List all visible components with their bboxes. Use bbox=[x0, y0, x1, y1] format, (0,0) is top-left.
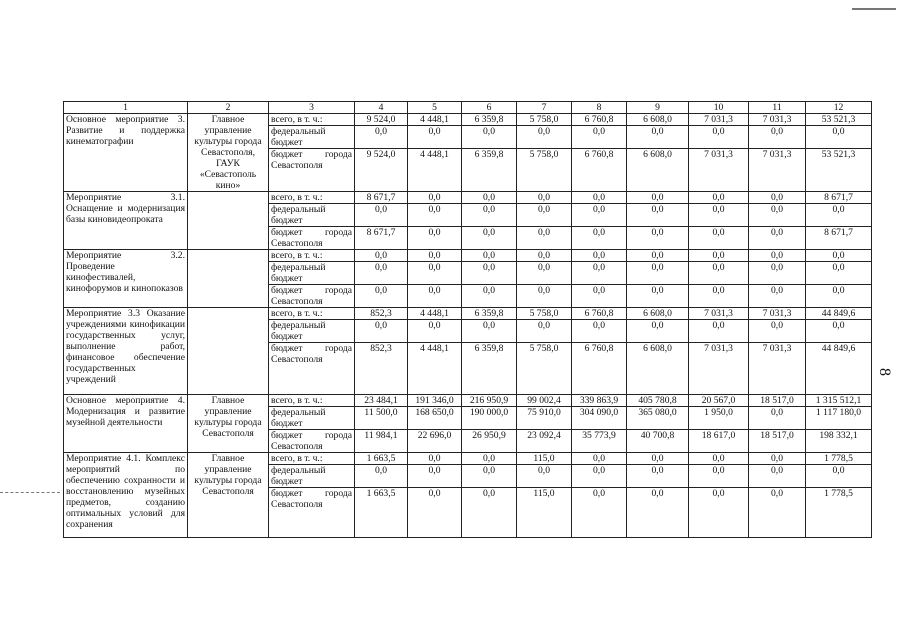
amount-cell: 0,0 bbox=[408, 320, 462, 343]
amount-cell: 0,0 bbox=[627, 227, 689, 250]
activity-name: Мероприятие 3.2. Проведение кинофестивалей, кинофорумов и кинопоказов bbox=[64, 250, 188, 308]
amount-cell: 0,0 bbox=[355, 204, 408, 227]
amount-cell: 8 671,7 bbox=[355, 192, 408, 204]
amount-cell: 0,0 bbox=[355, 320, 408, 343]
amount-cell: 0,0 bbox=[689, 204, 749, 227]
amount-cell: 99 002,4 bbox=[517, 395, 572, 407]
executor: Главное управление культуры города Севастополя bbox=[188, 453, 269, 538]
funding-source: федеральный бюджет bbox=[269, 204, 355, 227]
amount-cell: 198 332,1 bbox=[806, 430, 872, 453]
amount-cell: 75 910,0 bbox=[517, 407, 572, 430]
amount-cell: 7 031,3 bbox=[689, 149, 749, 192]
amount-cell: 216 950,9 bbox=[462, 395, 517, 407]
amount-cell: 0,0 bbox=[517, 262, 572, 285]
funding-source: федеральный бюджет bbox=[269, 465, 355, 488]
amount-cell: 191 346,0 bbox=[408, 395, 462, 407]
amount-cell: 6 608,0 bbox=[627, 114, 689, 126]
amount-cell: 0,0 bbox=[806, 126, 872, 149]
amount-cell: 304 090,0 bbox=[572, 407, 627, 430]
amount-cell: 0,0 bbox=[572, 227, 627, 250]
amount-cell: 115,0 bbox=[517, 488, 572, 538]
amount-cell: 0,0 bbox=[806, 320, 872, 343]
amount-cell: 0,0 bbox=[572, 126, 627, 149]
table-row bbox=[64, 192, 872, 204]
amount-cell: 7 031,3 bbox=[689, 308, 749, 320]
column-header: 3 bbox=[269, 102, 355, 114]
amount-cell: 0,0 bbox=[627, 285, 689, 308]
budget-table bbox=[63, 101, 872, 538]
table-row bbox=[64, 453, 872, 465]
amount-cell: 0,0 bbox=[749, 204, 806, 227]
amount-cell: 0,0 bbox=[689, 227, 749, 250]
amount-cell: 0,0 bbox=[462, 227, 517, 250]
funding-source: бюджет города Севастополя bbox=[269, 488, 355, 538]
amount-cell: 0,0 bbox=[462, 320, 517, 343]
amount-cell: 0,0 bbox=[627, 465, 689, 488]
amount-cell: 0,0 bbox=[627, 192, 689, 204]
funding-source: бюджет города Севастополя bbox=[269, 343, 355, 395]
amount-cell: 23 484,1 bbox=[355, 395, 408, 407]
amount-cell: 0,0 bbox=[408, 227, 462, 250]
amount-cell: 6 359,8 bbox=[462, 343, 517, 395]
amount-cell: 1 950,0 bbox=[689, 407, 749, 430]
amount-cell: 0,0 bbox=[517, 192, 572, 204]
amount-cell: 0,0 bbox=[627, 126, 689, 149]
funding-source: всего, в т. ч.: bbox=[269, 308, 355, 320]
amount-cell: 0,0 bbox=[749, 453, 806, 465]
amount-cell: 0,0 bbox=[689, 126, 749, 149]
amount-cell: 0,0 bbox=[627, 204, 689, 227]
funding-source: бюджет города Севастополя bbox=[269, 149, 355, 192]
column-header: 7 bbox=[517, 102, 572, 114]
amount-cell: 365 080,0 bbox=[627, 407, 689, 430]
header-row bbox=[64, 102, 872, 114]
amount-cell: 35 773,9 bbox=[572, 430, 627, 453]
amount-cell: 0,0 bbox=[355, 126, 408, 149]
funding-source: федеральный бюджет bbox=[269, 262, 355, 285]
amount-cell: 8 671,7 bbox=[355, 227, 408, 250]
amount-cell: 4 448,1 bbox=[408, 343, 462, 395]
amount-cell: 0,0 bbox=[806, 250, 872, 262]
amount-cell: 0,0 bbox=[749, 285, 806, 308]
amount-cell: 22 696,0 bbox=[408, 430, 462, 453]
amount-cell: 0,0 bbox=[408, 250, 462, 262]
amount-cell: 0,0 bbox=[355, 250, 408, 262]
amount-cell: 1 315 512,1 bbox=[806, 395, 872, 407]
amount-cell: 18 517,0 bbox=[749, 395, 806, 407]
column-header: 4 bbox=[355, 102, 408, 114]
amount-cell: 40 700,8 bbox=[627, 430, 689, 453]
amount-cell: 53 521,3 bbox=[806, 114, 872, 126]
amount-cell: 0,0 bbox=[572, 488, 627, 538]
table-row bbox=[64, 114, 872, 126]
amount-cell: 1 778,5 bbox=[806, 453, 872, 465]
amount-cell: 6 608,0 bbox=[627, 343, 689, 395]
funding-source: федеральный бюджет bbox=[269, 126, 355, 149]
amount-cell: 339 863,9 bbox=[572, 395, 627, 407]
amount-cell: 26 950,9 bbox=[462, 430, 517, 453]
amount-cell: 0,0 bbox=[408, 285, 462, 308]
amount-cell: 6 359,8 bbox=[462, 114, 517, 126]
amount-cell: 0,0 bbox=[689, 465, 749, 488]
funding-source: федеральный бюджет bbox=[269, 407, 355, 430]
amount-cell: 0,0 bbox=[689, 285, 749, 308]
funding-source: всего, в т. ч.: bbox=[269, 192, 355, 204]
amount-cell: 7 031,3 bbox=[749, 308, 806, 320]
amount-cell: 1 778,5 bbox=[806, 488, 872, 538]
amount-cell: 0,0 bbox=[572, 320, 627, 343]
amount-cell: 0,0 bbox=[517, 204, 572, 227]
amount-cell: 4 448,1 bbox=[408, 308, 462, 320]
amount-cell: 0,0 bbox=[462, 453, 517, 465]
amount-cell: 6 608,0 bbox=[627, 149, 689, 192]
amount-cell: 0,0 bbox=[517, 320, 572, 343]
amount-cell: 8 671,7 bbox=[806, 192, 872, 204]
amount-cell: 7 031,3 bbox=[749, 343, 806, 395]
amount-cell: 0,0 bbox=[462, 488, 517, 538]
amount-cell: 0,0 bbox=[462, 285, 517, 308]
funding-source: всего, в т. ч.: bbox=[269, 395, 355, 407]
amount-cell: 0,0 bbox=[627, 453, 689, 465]
amount-cell: 0,0 bbox=[462, 250, 517, 262]
amount-cell: 1 663,5 bbox=[355, 453, 408, 465]
amount-cell: 0,0 bbox=[749, 227, 806, 250]
amount-cell: 0,0 bbox=[627, 320, 689, 343]
amount-cell: 115,0 bbox=[517, 453, 572, 465]
amount-cell: 6 359,8 bbox=[462, 149, 517, 192]
amount-cell: 5 758,0 bbox=[517, 114, 572, 126]
amount-cell: 168 650,0 bbox=[408, 407, 462, 430]
amount-cell: 18 517,0 bbox=[749, 430, 806, 453]
amount-cell: 0,0 bbox=[689, 262, 749, 285]
amount-cell: 6 359,8 bbox=[462, 308, 517, 320]
amount-cell: 9 524,0 bbox=[355, 114, 408, 126]
activity-name: Мероприятие 3.3 Оказание учреждениями кинофикации государственных услуг, выполнение работ, финансовое обеспечение государственных учреждений bbox=[64, 308, 188, 395]
executor: Главное управление культуры города Севастополя, ГАУК «Севастополь кино» bbox=[188, 114, 269, 192]
amount-cell: 0,0 bbox=[749, 192, 806, 204]
amount-cell: 0,0 bbox=[517, 227, 572, 250]
amount-cell: 0,0 bbox=[572, 453, 627, 465]
column-header: 5 bbox=[408, 102, 462, 114]
amount-cell: 7 031,3 bbox=[689, 114, 749, 126]
amount-cell: 0,0 bbox=[749, 407, 806, 430]
amount-cell: 0,0 bbox=[408, 126, 462, 149]
amount-cell: 0,0 bbox=[572, 192, 627, 204]
amount-cell: 0,0 bbox=[355, 262, 408, 285]
amount-cell: 0,0 bbox=[749, 262, 806, 285]
amount-cell: 0,0 bbox=[627, 262, 689, 285]
amount-cell: 0,0 bbox=[517, 250, 572, 262]
funding-source: бюджет города Севастополя bbox=[269, 430, 355, 453]
amount-cell: 0,0 bbox=[627, 250, 689, 262]
column-header: 8 bbox=[572, 102, 627, 114]
amount-cell: 0,0 bbox=[572, 465, 627, 488]
amount-cell: 4 448,1 bbox=[408, 149, 462, 192]
amount-cell: 7 031,3 bbox=[749, 114, 806, 126]
column-header: 9 bbox=[627, 102, 689, 114]
executor bbox=[188, 308, 269, 395]
amount-cell: 0,0 bbox=[517, 285, 572, 308]
executor bbox=[188, 250, 269, 308]
amount-cell: 4 448,1 bbox=[408, 114, 462, 126]
column-header: 10 bbox=[689, 102, 749, 114]
activity-name: Мероприятие 3.1. Оснащение и модернизация базы киновидеопроката bbox=[64, 192, 188, 250]
amount-cell: 0,0 bbox=[408, 453, 462, 465]
amount-cell: 0,0 bbox=[462, 465, 517, 488]
column-header: 2 bbox=[188, 102, 269, 114]
amount-cell: 0,0 bbox=[806, 285, 872, 308]
funding-source: всего, в т. ч.: bbox=[269, 114, 355, 126]
table-row bbox=[64, 395, 872, 407]
table-row bbox=[64, 250, 872, 262]
amount-cell: 44 849,6 bbox=[806, 343, 872, 395]
amount-cell: 0,0 bbox=[408, 465, 462, 488]
amount-cell: 0,0 bbox=[806, 204, 872, 227]
amount-cell: 0,0 bbox=[462, 126, 517, 149]
amount-cell: 0,0 bbox=[517, 126, 572, 149]
amount-cell: 0,0 bbox=[749, 488, 806, 538]
amount-cell: 1 663,5 bbox=[355, 488, 408, 538]
amount-cell: 0,0 bbox=[572, 250, 627, 262]
column-header: 12 bbox=[806, 102, 872, 114]
amount-cell: 7 031,3 bbox=[749, 149, 806, 192]
funding-source: всего, в т. ч.: bbox=[269, 250, 355, 262]
scan-mark-top bbox=[852, 8, 896, 10]
amount-cell: 0,0 bbox=[462, 204, 517, 227]
amount-cell: 44 849,6 bbox=[806, 308, 872, 320]
amount-cell: 11 500,0 bbox=[355, 407, 408, 430]
funding-source: бюджет города Севастополя bbox=[269, 227, 355, 250]
amount-cell: 23 092,4 bbox=[517, 430, 572, 453]
amount-cell: 0,0 bbox=[462, 262, 517, 285]
amount-cell: 0,0 bbox=[408, 204, 462, 227]
amount-cell: 11 984,1 bbox=[355, 430, 408, 453]
activity-name: Основное мероприятие 3. Развитие и поддержка кинематографии bbox=[64, 114, 188, 192]
amount-cell: 0,0 bbox=[355, 465, 408, 488]
amount-cell: 0,0 bbox=[517, 465, 572, 488]
column-header: 1 bbox=[64, 102, 188, 114]
amount-cell: 0,0 bbox=[806, 262, 872, 285]
amount-cell: 7 031,3 bbox=[689, 343, 749, 395]
amount-cell: 405 780,8 bbox=[627, 395, 689, 407]
amount-cell: 0,0 bbox=[355, 285, 408, 308]
scan-mark-left bbox=[0, 492, 60, 493]
amount-cell: 0,0 bbox=[806, 465, 872, 488]
page-number: 8 bbox=[876, 368, 893, 376]
funding-source: федеральный бюджет bbox=[269, 320, 355, 343]
amount-cell: 0,0 bbox=[689, 320, 749, 343]
table-row bbox=[64, 308, 872, 320]
amount-cell: 1 117 180,0 bbox=[806, 407, 872, 430]
amount-cell: 190 000,0 bbox=[462, 407, 517, 430]
column-header: 6 bbox=[462, 102, 517, 114]
amount-cell: 5 758,0 bbox=[517, 308, 572, 320]
executor: Главное управление культуры города Севастополя bbox=[188, 395, 269, 453]
amount-cell: 5 758,0 bbox=[517, 149, 572, 192]
amount-cell: 0,0 bbox=[462, 192, 517, 204]
amount-cell: 6 760,8 bbox=[572, 114, 627, 126]
amount-cell: 0,0 bbox=[689, 453, 749, 465]
amount-cell: 0,0 bbox=[408, 262, 462, 285]
amount-cell: 0,0 bbox=[408, 488, 462, 538]
amount-cell: 0,0 bbox=[572, 285, 627, 308]
amount-cell: 0,0 bbox=[572, 262, 627, 285]
column-header: 11 bbox=[749, 102, 806, 114]
amount-cell: 8 671,7 bbox=[806, 227, 872, 250]
executor bbox=[188, 192, 269, 250]
amount-cell: 0,0 bbox=[689, 250, 749, 262]
amount-cell: 0,0 bbox=[627, 488, 689, 538]
amount-cell: 6 760,8 bbox=[572, 149, 627, 192]
amount-cell: 0,0 bbox=[749, 250, 806, 262]
amount-cell: 0,0 bbox=[408, 192, 462, 204]
activity-name: Мероприятие 4.1. Комплекс мероприятий по обеспечению сохранности и восстановлению музейных предметов, созданию оптимальных условий для сохранения bbox=[64, 453, 188, 538]
funding-source: бюджет города Севастополя bbox=[269, 285, 355, 308]
amount-cell: 852,3 bbox=[355, 343, 408, 395]
amount-cell: 5 758,0 bbox=[517, 343, 572, 395]
amount-cell: 6 760,8 bbox=[572, 308, 627, 320]
amount-cell: 0,0 bbox=[689, 192, 749, 204]
amount-cell: 18 617,0 bbox=[689, 430, 749, 453]
amount-cell: 0,0 bbox=[749, 126, 806, 149]
funding-source: всего, в т. ч.: bbox=[269, 453, 355, 465]
amount-cell: 20 567,0 bbox=[689, 395, 749, 407]
amount-cell: 53 521,3 bbox=[806, 149, 872, 192]
amount-cell: 0,0 bbox=[749, 320, 806, 343]
amount-cell: 6 760,8 bbox=[572, 343, 627, 395]
activity-name: Основное мероприятие 4. Модернизация и развитие музейной деятельности bbox=[64, 395, 188, 453]
amount-cell: 0,0 bbox=[572, 204, 627, 227]
amount-cell: 0,0 bbox=[749, 465, 806, 488]
amount-cell: 9 524,0 bbox=[355, 149, 408, 192]
amount-cell: 0,0 bbox=[689, 488, 749, 538]
amount-cell: 852,3 bbox=[355, 308, 408, 320]
amount-cell: 6 608,0 bbox=[627, 308, 689, 320]
